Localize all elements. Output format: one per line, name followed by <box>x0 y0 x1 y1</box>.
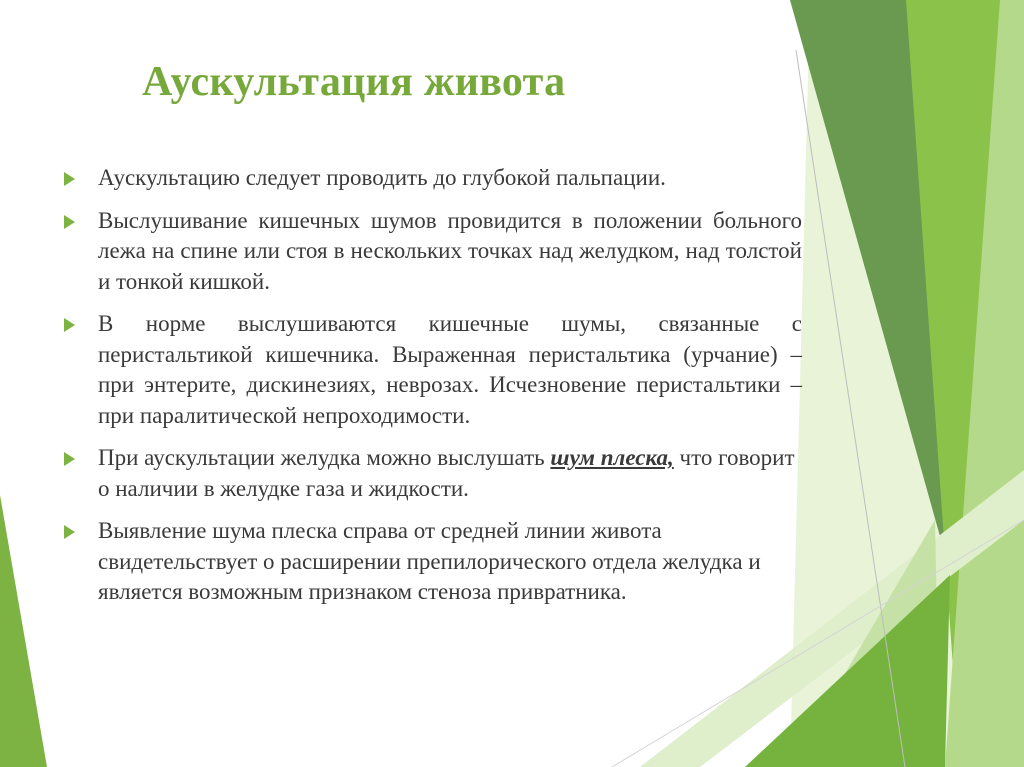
bullet-item <box>60 163 802 194</box>
bullet-text-before: При аускультации желудка можно выслушать <box>98 445 551 470</box>
bullet-arrow-icon <box>64 452 75 466</box>
bullet-text-after: что говорит о наличии в желудке газа и жидкости. <box>98 445 795 501</box>
bullet-arrow-icon <box>64 525 75 539</box>
emphasis-splash-noise: шум плеска, <box>550 445 674 470</box>
bullet-text: Аускультацию следует проводить до глубокой пальпации. <box>98 165 666 190</box>
bullet-item <box>60 516 802 608</box>
bullet-arrow-icon <box>64 215 75 229</box>
bullet-arrow-icon <box>64 318 75 332</box>
bullet-item <box>60 309 802 431</box>
left-green-wedge <box>0 495 47 767</box>
bullet-text: Выявление шума плеска справа от средней линии живота свидетельствует о расширении препилорического отдела желудка и является возможным признаком стеноза привратника. <box>98 518 761 604</box>
bullet-text <box>98 443 802 504</box>
slide-title: Аускультация живота <box>142 59 566 105</box>
bullet-list <box>60 163 802 620</box>
bullet-text: В норме выслушиваются кишечные шумы, связанные с перистальтикой кишечника. Выраженная перистальтика (урчание) – при энтерите, дискинезиях, неврозах. Исчезновение перистальтики – при паралитической непроходимости. <box>98 311 802 428</box>
bullet-item <box>60 206 802 298</box>
bullet-arrow-icon <box>64 172 75 186</box>
bullet-text: Выслушивание кишечных шумов провидится в положении больного лежа на спине или стоя в нескольких точках над желудком, над толстой и тонкой кишкой. <box>98 207 802 294</box>
bullet-item <box>60 443 802 504</box>
